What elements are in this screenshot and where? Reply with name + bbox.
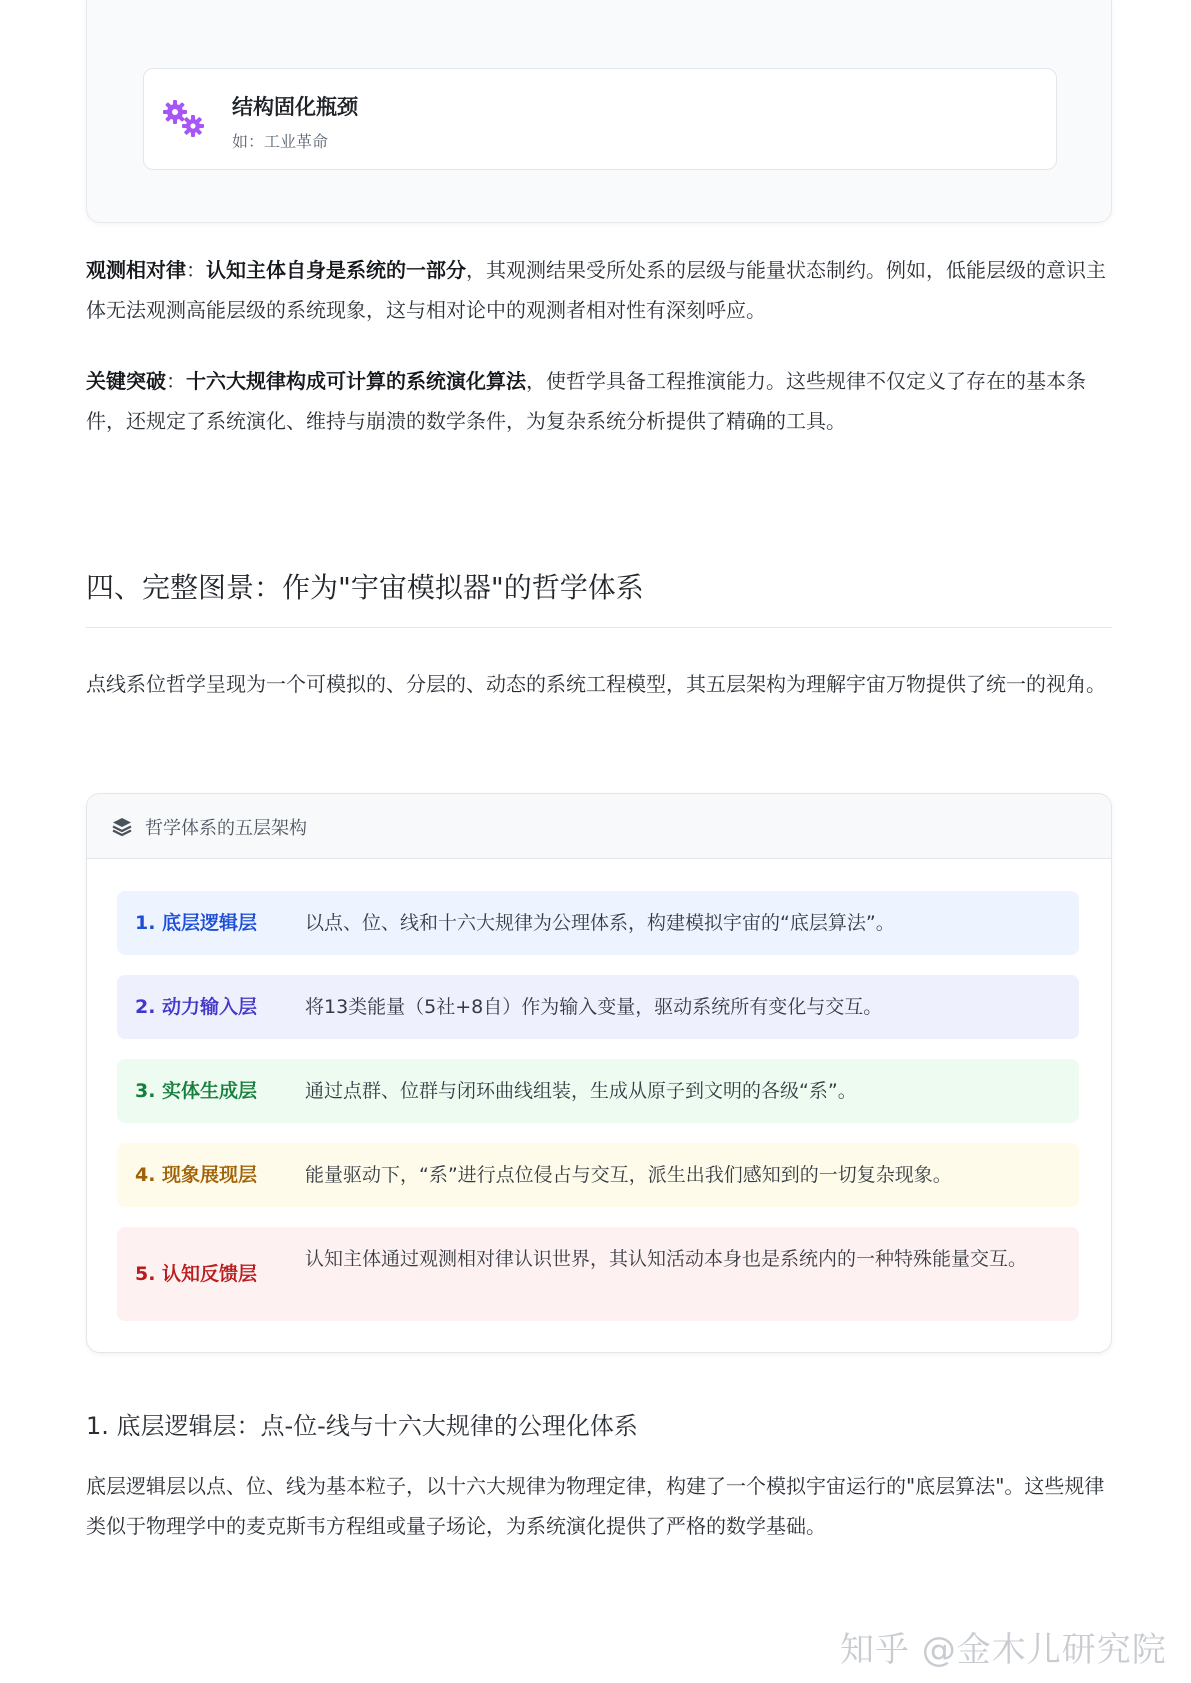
section-heading: 四、完整图景：作为"宇宙模拟器"的哲学体系 xyxy=(86,571,644,604)
key-claim: 认知主体自身是系统的一部分 xyxy=(206,258,466,282)
layer-description: 能量驱动下，“系”进行点位侵占与交互，派生出我们感知到的一切复杂现象。 xyxy=(305,1164,952,1186)
term-label: 观测相对律 xyxy=(86,258,186,282)
key-claim: 十六大规律构成可计算的系统演化算法 xyxy=(186,369,526,393)
key-breakthrough-paragraph xyxy=(86,361,1112,441)
architecture-title: 哲学体系的五层架构 xyxy=(145,818,307,839)
subsection-body: 底层逻辑层以点、位、线为基本粒子，以十六大规律为物理定律，构建了一个模拟宇宙运行的"底层算法"。这些规律类似于物理学中的麦克斯韦方程组或量子场论，为系统演化提供了严格的数学基础。 xyxy=(86,1474,1105,1538)
bottleneck-title: 结构固化瓶颈 xyxy=(232,95,358,119)
heading-divider xyxy=(86,627,1112,628)
layer-item xyxy=(117,1143,1079,1207)
layers-icon xyxy=(111,816,133,838)
bottleneck-card xyxy=(143,68,1057,170)
bottleneck-example: 如：工业革命 xyxy=(232,132,329,151)
layer-item xyxy=(117,891,1079,955)
watermark: 知乎 @金木儿研究院 xyxy=(840,1630,1167,1670)
layer-name: 3. 实体生成层 xyxy=(135,1080,258,1102)
observation-relativity-paragraph xyxy=(86,250,1112,330)
layer-name: 4. 现象展现层 xyxy=(135,1164,258,1186)
separator: ： xyxy=(166,369,186,393)
paragraph-body: ，使哲学具备工程推演能力。这些规律不仅定义了存在的基本条件，还规定了系统演化、维持与崩溃的数学条件，为复杂系统分析提供了精确的工具。 xyxy=(86,369,1086,433)
bottleneck-card-container xyxy=(86,0,1112,223)
layer-name: 2. 动力输入层 xyxy=(135,996,258,1018)
layer-item xyxy=(117,1059,1079,1123)
layer-description: 将13类能量（5社+8自）作为输入变量，驱动系统所有变化与交互。 xyxy=(305,996,883,1018)
architecture-card-header xyxy=(87,794,1111,859)
layer-name: 1. 底层逻辑层 xyxy=(135,912,258,934)
section-intro: 点线系位哲学呈现为一个可模拟的、分层的、动态的系统工程模型，其五层架构为理解宇宙万物提供了统一的视角。 xyxy=(86,672,1106,696)
separator: ： xyxy=(186,258,206,282)
gears-icon xyxy=(160,95,208,143)
layer-name: 5. 认知反馈层 xyxy=(135,1263,258,1285)
layer-item xyxy=(117,1227,1079,1321)
term-label: 关键突破 xyxy=(86,369,166,393)
subsection-heading: 1. 底层逻辑层：点-位-线与十六大规律的公理化体系 xyxy=(86,1412,638,1440)
layer-description: 认知主体通过观测相对律认识世界，其认知活动本身也是系统内的一种特殊能量交互。 xyxy=(305,1248,1028,1270)
layer-item xyxy=(117,975,1079,1039)
paragraph-body: ，其观测结果受所处系的层级与能量状态制约。例如，低能层级的意识主体无法观测高能层级的系统现象，这与相对论中的观测者相对性有深刻呼应。 xyxy=(86,258,1106,322)
layer-description: 通过点群、位群与闭环曲线组装，生成从原子到文明的各级“系”。 xyxy=(305,1080,857,1102)
architecture-card xyxy=(86,793,1112,1353)
layer-description: 以点、位、线和十六大规律为公理体系，构建模拟宇宙的“底层算法”。 xyxy=(305,912,895,934)
